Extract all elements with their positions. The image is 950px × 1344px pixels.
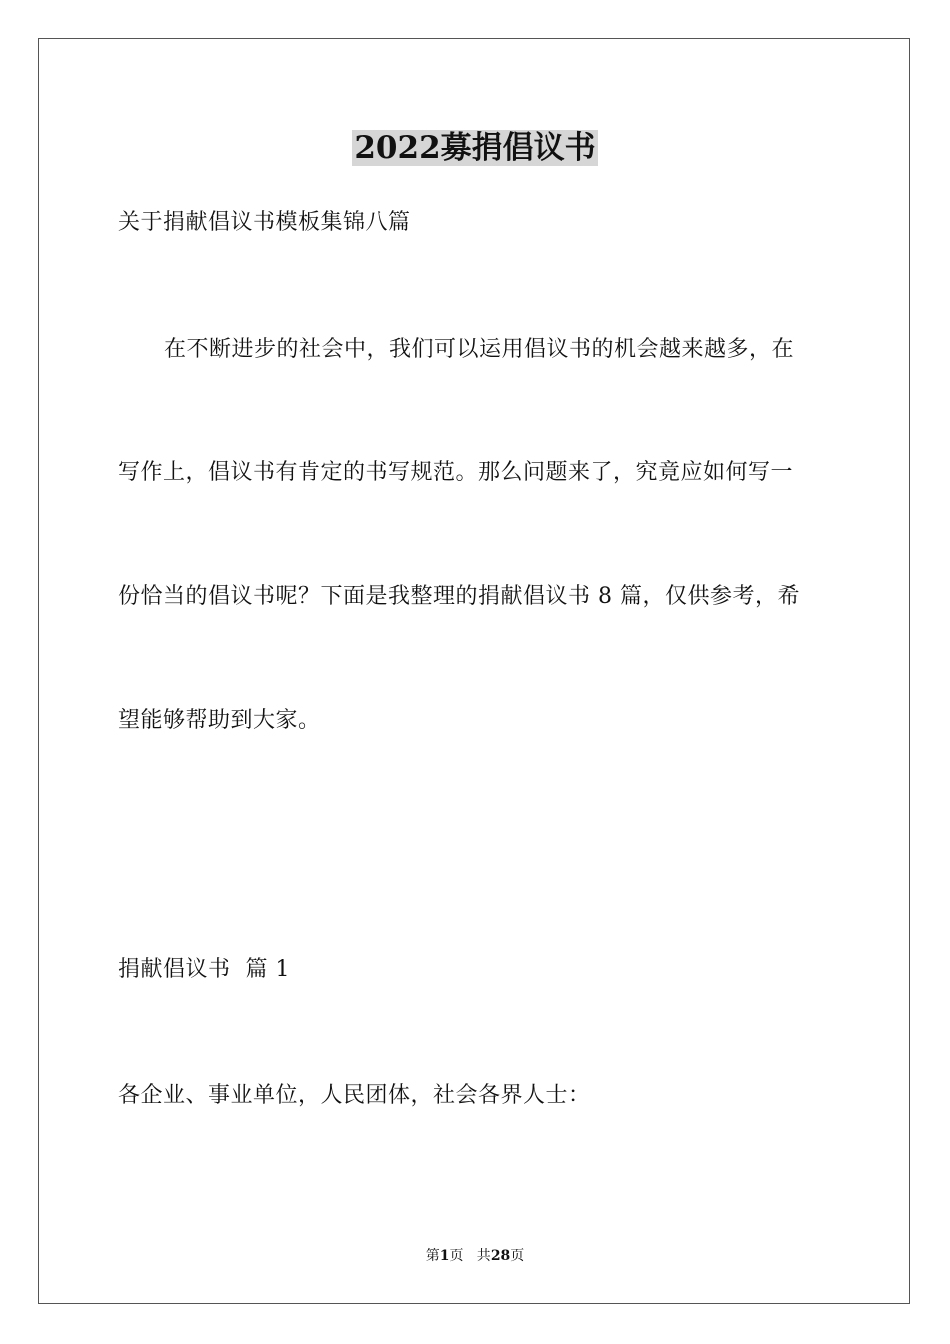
- intro-line-4: 望能够帮助到大家。: [118, 708, 321, 733]
- document-title: [0, 128, 950, 168]
- salutation: 各企业、事业单位，人民团体，社会各界人士：: [118, 1083, 591, 1108]
- page-footer: [0, 1246, 950, 1266]
- footer-page-mid: 页 共: [449, 1248, 491, 1264]
- intro-line-2: 写作上，倡议书有肯定的书写规范。那么问题来了，究竟应如何写一: [118, 460, 794, 485]
- document-title-text: 2022募捐倡议书: [354, 130, 596, 166]
- footer-page-prefix: 第: [425, 1248, 440, 1264]
- intro-line-1: 在不断进步的社会中，我们可以运用倡议书的机会越来越多，在: [164, 337, 795, 362]
- section-heading: 捐献倡议书 篇 1: [118, 957, 290, 982]
- document-subtitle: 关于捐献倡议书模板集锦八篇: [118, 210, 411, 235]
- footer-total-pages: 28: [490, 1248, 511, 1264]
- footer-page-number: 1: [439, 1248, 450, 1264]
- footer-page-suffix: 页: [510, 1248, 525, 1264]
- intro-line-3: 份恰当的倡议书呢？下面是我整理的捐献倡议书 8 篇，仅供参考，希: [118, 584, 800, 609]
